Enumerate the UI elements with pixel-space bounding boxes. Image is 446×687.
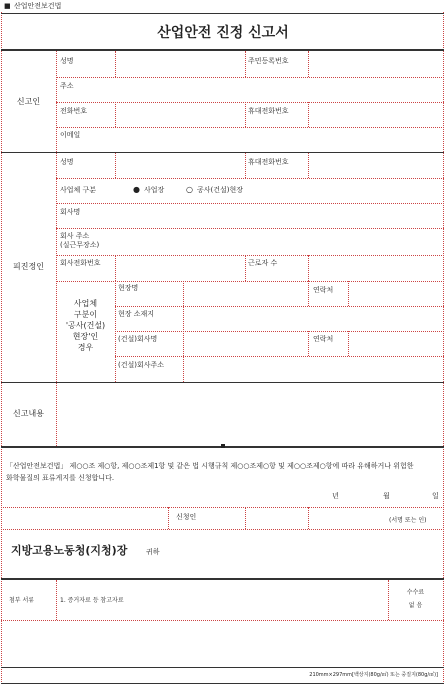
reporter-row-line-3 [56,127,444,128]
reporter-section-bottom [1,152,444,153]
recipient-suffix: 귀하 [146,548,160,556]
attachments-divider-1 [56,580,57,620]
respondent-inner-divider-2 [245,153,246,178]
respondent-inner-divider-1 [115,153,116,178]
reporter-resident-no-label: 주민등록번호 [248,57,289,65]
attachments-divider-2 [388,580,389,620]
recipient-office: 지방고용노동청(지청)장 [11,544,128,557]
fee-value: 없 음 [408,602,423,609]
respondent-inner-divider-4 [115,255,116,281]
site-row-line-2 [115,331,444,332]
header-law-name: 산업안전보건법 [14,2,62,10]
form-title: 산업안전 진정 신고서 [157,25,289,41]
attachments-label: 첨부 서류 [9,597,35,604]
applicant-top-line [1,507,444,508]
reporter-inner-divider-2 [245,51,246,77]
builder-name-label: (건설)회사명 [118,335,158,343]
date-month-label: 월 [383,492,390,500]
respondent-row-line-2 [56,203,444,204]
reporter-email-label: 이메일 [60,131,81,139]
respondent-name-label: 성명 [60,158,74,166]
respondent-inner-divider-3 [308,153,309,178]
company-address-label: 회사 주소 (실근무장소) [60,232,100,249]
applicant-label: 신청인 [176,513,197,521]
site-contact-label: 연락처 [313,286,334,294]
site-inner-divider-4 [308,331,309,356]
worker-count-label: 근로자 수 [248,259,278,267]
paper-spec: 210mm×297mm[백상지(80g/㎡) 또는 중질지(80g/㎡)] [309,672,438,678]
site-inner-divider-2 [308,281,309,306]
respondent-inner-divider-5 [245,255,246,281]
reporter-address-label: 주소 [60,82,74,90]
sign-label: (서명 또는 인) [389,517,427,524]
reporter-inner-divider-1 [115,51,116,77]
respondent-inner-divider-6 [308,255,309,281]
attachments-item: 1. 증거자료 등 참고자료 [60,597,124,604]
footer-top-line [1,667,444,668]
site-inner-divider-5 [348,331,349,356]
respondent-section-bottom [1,382,444,383]
frame-top [1,13,444,14]
center-mark [221,444,225,448]
attachments-row-line [1,620,444,621]
site-row-line-1 [115,306,444,307]
frame-right [443,12,444,684]
frame-bottom [1,683,444,684]
applicant-divider-2 [245,507,246,529]
title-divider [1,49,444,51]
attachments-top [1,578,444,580]
frame-left [1,12,2,684]
builder-address-label: (건설)회사주소 [118,361,165,369]
reporter-name-label: 성명 [60,57,74,65]
reporter-inner-divider-6 [308,102,309,127]
reporter-section-label: 신고인 [16,97,41,106]
radio-workplace-selected[interactable]: ● [133,185,140,194]
reporter-phone-label: 전화번호 [60,107,88,115]
date-day-label: 일 [432,492,439,500]
report-col-divider [56,383,57,446]
builder-contact-label: 연락처 [313,335,334,343]
site-name-label: 현장명 [118,284,139,292]
applicant-divider-3 [308,507,309,529]
respondent-row-line-3 [56,228,444,229]
declaration-text: 「산업안전보건법」 제○○조 제○항, 제○○조제1항 및 같은 법 시행규칙 제○○조제○항 및 제○○조제○항에 따라 유해하거나 위험한 화학물질의 표류게지를 신청합니다. [6,462,414,482]
site-location-label: 현장 소재지 [118,310,155,318]
company-name-label: 회사명 [60,208,81,216]
company-phone-label: 회사전화번호 [60,259,101,267]
site-inner-divider-3 [348,281,349,306]
reporter-inner-divider-3 [308,51,309,77]
radio-workplace-label: 사업장 [144,186,165,194]
site-inner-divider-1 [183,281,184,382]
date-year-label: 년 [332,492,339,500]
respondent-section-label: 피진정인 [13,262,44,271]
header-marker: ■ [4,2,11,10]
reporter-mobile-label: 휴대전화번호 [248,107,289,115]
workplace-type-label: 사업체 구분 [60,186,97,194]
reporter-inner-divider-4 [115,102,116,127]
reporter-row-line-1 [56,77,444,78]
site-row-line-3 [115,356,444,357]
applicant-bottom-line [1,529,444,530]
radio-site-unselected[interactable]: ○ [186,185,193,194]
fee-label: 수수료 [406,589,425,596]
site-case-label: 사업체 구분이 '공사(건설) 현장'인 경우 [65,299,106,352]
respondent-mobile-label: 휴대전화번호 [248,158,289,166]
radio-site-label: 공사(건설)현장 [197,186,244,194]
report-section-label: 신고내용 [13,409,44,418]
applicant-divider-1 [168,507,169,529]
reporter-inner-divider-5 [245,102,246,127]
respondent-row-line-1 [56,178,444,179]
